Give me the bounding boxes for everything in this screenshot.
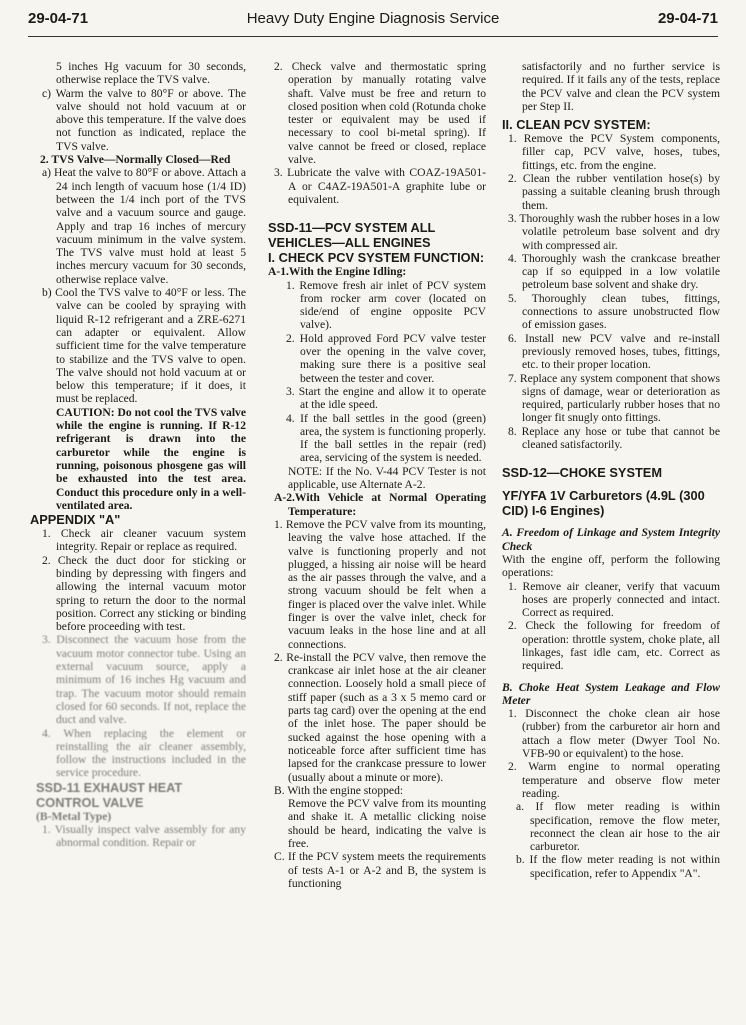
paragraph: 3. Thoroughly wash the rubber hoses in a low volatile petroleum base solvent and dry with compressed air. xyxy=(508,211,720,252)
paragraph: 2. Check the following for freedom of operation: throttle system, choke plate, all linkages, fast idle cam, etc. Correct as required. xyxy=(508,619,720,673)
paragraph: 3. Disconnect the vacuum hose from the vacuum motor connector tube. Using an external vacuum source, apply a minimum of 16 inches Hg vacuum and trap. The vacuum motor should remain closed for 60 seconds. If not, replace the duct and valve. xyxy=(42,633,246,727)
paragraph: 3. Lubricate the valve with COAZ-19A501-A or C4AZ-19A501-A graphite lube or equivalent. xyxy=(274,166,486,206)
caution-note: CAUTION: Do not cool the TVS valve while the engine is running. If R-12 refrigerant is drawn into the carburetor while the engine is running, poisonous phosgene gas will be exhausted into the test area. Conduct this procedure only in a well-ventilated area. xyxy=(56,405,246,512)
paragraph: a) Heat the valve to 80°F or above. Attach a 24 inch length of vacuum hose (1/4 ID) between the 1/4 inch port of the TVS valve and a vacuum source and gauge. Apply and trap 16 inches of mercury vacuum minimum in the valve system. The TVS valve must hold at least 5 inches mercury vacuum for 30 seconds, otherwise replace valve. xyxy=(42,166,246,286)
section-heading: II. CLEAN PCV SYSTEM: xyxy=(502,117,651,133)
column-right xyxy=(502,60,720,880)
paragraph: 1. Visually inspect valve assembly for any abnormal condition. Repair or xyxy=(42,823,246,850)
paragraph: satisfactorily and no further service is required. If it fails any of the tests, replace the PCV valve and clean the PCV system per Step II. xyxy=(522,60,720,113)
paragraph: B. With the engine stopped: xyxy=(274,783,404,797)
paragraph: 4. Thoroughly wash the crankcase breather cap if so equipped in a low volatile petroleum base solvent and shake dry. xyxy=(508,251,720,292)
paragraph: 2. Check valve and thermostatic spring operation by manually rotating valve shaft. Valve must be free and return to closed position when cold (Rotunda choke tester or equivalent may be used if necessary to cool bi-metal spring). If valve cannot be freed or closed, replace valve. xyxy=(274,60,486,167)
paragraph: 4. When replacing the element or reinstalling the air cleaner assembly, follow the instructions included in the service procedure. xyxy=(42,726,246,780)
paragraph: c) Warm the valve to 80°F or above. The valve should not hold vacuum at or above this temperature. If the valve does not function as indicated, replace the TVS valve. xyxy=(42,86,246,153)
paragraph: Remove the PCV valve from its mounting and shake it. A metallic clicking noise should be heard, indicating the valve is free. xyxy=(288,797,486,851)
paragraph: 2. Check the duct door for sticking or binding by depressing with fingers and allowing the internal vacuum motor spring to return the door to the normal position. Correct any sticking or binding before proceeding with test. xyxy=(42,553,246,634)
page-number-right: 29-04-71 xyxy=(657,10,718,27)
subheading: A. Freedom of Linkage and System Integrity Check xyxy=(502,526,720,553)
section-heading: I. CHECK PCV SYSTEM FUNCTION: xyxy=(268,250,485,266)
paragraph: C. If the PCV system meets the requirements of tests A-1 or A-2 and B, the system is functioning xyxy=(274,850,486,890)
page-title: Heavy Duty Engine Diagnosis Service xyxy=(246,10,500,27)
subheading: (B-Metal Type) xyxy=(36,809,112,823)
paragraph: b. If the flow meter reading is not within specification, refer to Appendix "A". xyxy=(516,853,720,880)
section-heading: SSD-11 EXHAUST HEAT CONTROL VALVE xyxy=(36,779,183,810)
paragraph: 1. Disconnect the choke clean air hose (rubber) from the carburetor air horn and attach a flow meter (Dwyer Tool No. VFB-90 or equivalent) to the hose. xyxy=(508,707,720,761)
paragraph: With the engine off, perform the following operations: xyxy=(502,552,720,580)
header-rule xyxy=(28,36,718,37)
paragraph: 1. Remove the PCV valve from its mounting, leaving the valve hose attached. If the valve is functioning properly and not plugged, a hissing air noise will be heard as the air passes through the valve, and a strong vacuum should be felt when a finger is placed over the valve inlet. While finger is over the valve inlet, check for vacuum leaks in the hose line and at all connections. xyxy=(274,517,486,651)
paragraph: 1. Check air cleaner vacuum system integrity. Repair or replace as required. xyxy=(42,527,246,554)
paragraph: 1. Remove air cleaner, verify that vacuum hoses are properly connected and intact. Correct as required. xyxy=(508,579,720,620)
paragraph: 8. Replace any hose or tube that cannot be cleaned satisfactorily. xyxy=(508,424,720,452)
note: NOTE: If the No. V-44 PCV Tester is not applicable, use Alternate A-2. xyxy=(288,464,486,492)
subheading: B. Choke Heat System Leakage and Flow Meter xyxy=(502,680,720,707)
paragraph: 6. Install new PCV valve and re-install previously removed hoses, tubes, fittings, etc. to their proper location. xyxy=(508,331,720,372)
paragraph: 1. Remove fresh air inlet of PCV system from rocker arm cover (located on side/end of engine opposite PCV valve). xyxy=(286,278,486,332)
paragraph: 2. Re-install the PCV valve, then remove the crankcase air inlet hose at the air cleaner connection. Loosely hold a small piece of stiff paper (such as a 3 x 5 memo card or parts tag card) over the opening at the end of the inlet hose. The paper should be sucked against the hose opening with a noticeable force after sufficient time has lapsed for the crankcase pressure to lower (usually about a minute or more). xyxy=(274,650,486,784)
paragraph: 2. Hold approved Ford PCV valve tester over the opening in the valve cover, making sure there is a positive seal between the tester and cover. xyxy=(286,331,486,385)
paragraph: 2. Warm engine to normal operating temperature and observe flow meter reading. xyxy=(508,760,720,800)
paragraph: 2. Clean the rubber ventilation hose(s) by passing a suitable cleaning brush through them. xyxy=(508,172,720,212)
section-heading: SSD-11—PCV SYSTEM ALL VEHICLES—ALL ENGINES xyxy=(268,220,436,251)
column-middle xyxy=(268,60,486,890)
subheading: A-2.With Vehicle at Normal Operating Temperature: xyxy=(274,491,486,518)
paragraph: 1. Remove the PCV System components, filler cap, PCV valve, hoses, tubes, fittings, etc. from the engine. xyxy=(508,132,720,172)
page-header xyxy=(0,10,746,34)
paragraph: b) Cool the TVS valve to 40°F or less. The valve can be cooled by spraying with liquid R-12 refrigerant and a ZRE-6271 can adapter or equivalent. Allow sufficient time for the valve temperature to stabilize and the TVS valve to open. The valve should not hold vacuum at or below this temperature; if it does, it must be replaced. xyxy=(42,286,246,406)
paragraph: 3. Start the engine and allow it to operate at the idle speed. xyxy=(286,384,486,412)
paragraph: 5. Thoroughly clean tubes, fittings, connections to assure unobstructed flow of emission gases. xyxy=(508,291,720,332)
subheading: A-1.With the Engine Idling: xyxy=(268,265,407,279)
page-number-left: 29-04-71 xyxy=(28,10,89,27)
section-heading: SSD-12—CHOKE SYSTEM xyxy=(502,465,662,481)
paragraph: a. If flow meter reading is within specification, remove the flow meter, reconnect the clean air hose to the air carburetor. xyxy=(516,800,720,854)
subheading: 2. TVS Valve—Normally Closed—Red xyxy=(40,153,231,167)
section-heading: YF/YFA 1V Carburetors (4.9L (300 CID) I-6 Engines) xyxy=(502,488,705,519)
section-heading: APPENDIX "A" xyxy=(30,512,121,528)
paragraph: 7. Replace any system component that shows signs of damage, wear or deterioration as required, particularly rubber hoses that no longer fit snugly onto fittings. xyxy=(508,371,720,425)
paragraph: 4. If the ball settles in the good (green) area, the system is functioning properly. If the ball settles in the repair (red) area, servicing of the system is needed. xyxy=(286,411,486,465)
column-left xyxy=(30,60,246,850)
paragraph: 5 inches Hg vacuum for 30 seconds, otherwise replace the TVS valve. xyxy=(56,60,246,87)
